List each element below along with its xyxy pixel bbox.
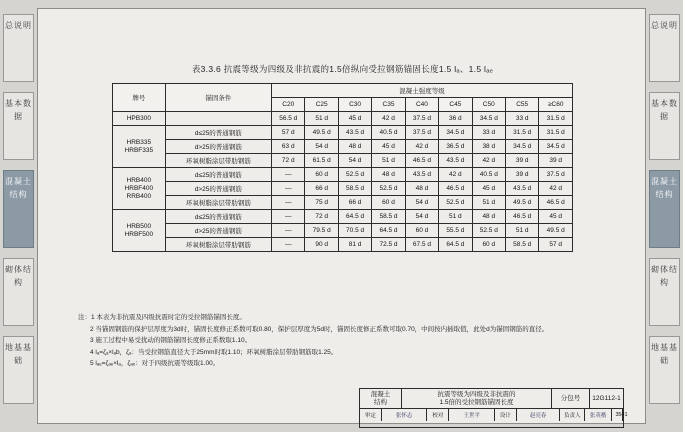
cell-value: 46.5 d <box>439 182 472 196</box>
cell-value: 72.5 d <box>372 238 405 252</box>
cell-value: 64.5 d <box>338 210 371 224</box>
drawing-sheet <box>37 8 646 424</box>
cell-value: 49.5 d <box>505 196 538 210</box>
cell-value: 51 d <box>472 196 505 210</box>
cell-value: — <box>272 168 305 182</box>
cell-value: 64.5 d <box>439 238 472 252</box>
cell-value: 60 d <box>305 168 338 182</box>
table-row <box>113 112 573 126</box>
cell-value: 54 d <box>338 154 371 168</box>
tab-label: 砌体结构 <box>5 265 32 287</box>
cell-value: 39 d <box>505 168 538 182</box>
tab-label: 总说明 <box>651 21 678 30</box>
responsible-label: 负责人 <box>560 409 585 421</box>
cell-condition: d>25的普通钢筋 <box>165 224 271 238</box>
col-header-grade-value: C25 <box>305 98 338 112</box>
sheet-title: 抗震等级为四级及非抗震的 1.5倍的受拉钢筋锚固长度 <box>437 390 516 406</box>
table-row <box>113 126 573 140</box>
cell-value: 66 d <box>305 182 338 196</box>
cell-value: 75 d <box>305 196 338 210</box>
right-tab-column <box>646 8 683 424</box>
cell-value: 51 d <box>372 154 405 168</box>
sidebar-item-basic-data-left[interactable] <box>3 92 34 160</box>
cell-condition: d>25的普通钢筋 <box>165 182 271 196</box>
table-row <box>113 238 573 252</box>
cell-value: 57 d <box>272 126 305 140</box>
cell-value: 52.5 d <box>439 196 472 210</box>
cell-value: 42 d <box>405 140 438 154</box>
tab-label: 混凝土结构 <box>5 177 32 199</box>
tab-label: 砌体结构 <box>651 265 678 287</box>
cell-value: 55.5 d <box>439 224 472 238</box>
check-signature: 王世平 <box>449 409 495 421</box>
cell-value: 36.5 d <box>439 140 472 154</box>
cell-value: 60 d <box>472 238 505 252</box>
title-block-main-row <box>360 389 623 409</box>
col-header-grade-value: C20 <box>272 98 305 112</box>
design-label: 设计 <box>495 409 517 421</box>
table-row <box>113 168 573 182</box>
table-row <box>113 154 573 168</box>
sidebar-item-masonry-structure-right[interactable] <box>649 258 680 326</box>
cell-value: 46.5 d <box>405 154 438 168</box>
tab-label: 基本数据 <box>5 99 32 121</box>
table-row <box>113 224 573 238</box>
discipline-label: 混凝土 结构 <box>370 390 391 406</box>
design-signature: 赵亮春 <box>517 409 561 421</box>
cell-value: 54 d <box>305 140 338 154</box>
sidebar-item-general-notes-right[interactable] <box>649 14 680 82</box>
cell-value: 31.5 d <box>505 126 538 140</box>
cell-value: 46.5 d <box>539 196 573 210</box>
rebar-anchorage-table <box>112 83 573 252</box>
cell-value: 34.5 d <box>472 112 505 126</box>
cell-value: — <box>272 196 305 210</box>
sidebar-item-concrete-structure-left[interactable] <box>3 170 34 248</box>
cell-value: 46.5 d <box>505 210 538 224</box>
table-row <box>113 182 573 196</box>
cell-value: 43.5 d <box>439 154 472 168</box>
sidebar-item-basic-data-right[interactable] <box>649 92 680 160</box>
cell-value: 42 d <box>472 154 505 168</box>
cell-value: 45 d <box>472 182 505 196</box>
cell-value: 42 d <box>372 112 405 126</box>
cell-condition: d>25的普通钢筋 <box>165 140 271 154</box>
sidebar-item-concrete-structure-right[interactable] <box>649 170 680 248</box>
cell-condition: d≤25的普通钢筋 <box>165 210 271 224</box>
note-line: 3 施工过程中易受扰动的钢筋锚固长度修正系数取1.10。 <box>90 337 252 344</box>
table-notes <box>78 312 618 370</box>
table-row <box>113 196 573 210</box>
check-label: 校对 <box>427 409 449 421</box>
title-block-number-label: 分包号 <box>552 389 590 408</box>
cell-condition: 环氧树脂涂层带肋钢筋 <box>165 154 271 168</box>
cell-value: 52.5 d <box>338 168 371 182</box>
tab-label: 混凝土结构 <box>651 177 678 199</box>
col-header-grade-value: C40 <box>405 98 438 112</box>
cell-grade: HRB500 HRBF500 <box>113 210 166 252</box>
tab-label: 总说明 <box>5 21 32 30</box>
cell-value: 40.5 d <box>472 168 505 182</box>
cell-value: 31.5 d <box>539 126 573 140</box>
sidebar-item-masonry-structure-left[interactable] <box>3 258 34 326</box>
cell-value: 60 d <box>372 196 405 210</box>
left-tab-column <box>0 8 37 424</box>
title-block-number-value: 12G112-1 <box>592 394 621 402</box>
col-header-concrete-grade: 混凝土强度等级 <box>272 84 573 98</box>
cell-value: 60 d <box>405 224 438 238</box>
approve-signature: 张怀志 <box>382 409 428 421</box>
table-row <box>113 210 573 224</box>
cell-value: 37.5 d <box>405 112 438 126</box>
cell-value: 61.5 d <box>305 154 338 168</box>
cell-value: 64.5 d <box>372 224 405 238</box>
responsible-signature: 张英楷 <box>585 409 612 421</box>
cell-value: — <box>272 238 305 252</box>
cell-value: — <box>272 182 305 196</box>
cell-condition: 环氧树脂涂层带肋钢筋 <box>165 238 271 252</box>
cell-condition: 环氧树脂涂层带肋钢筋 <box>165 196 271 210</box>
cell-value: — <box>272 210 305 224</box>
title-block-signature-row: 审定 张怀志 校对 王世平 设计 赵亮春 负责人 张英楷 3 541 <box>360 409 623 421</box>
sidebar-item-general-notes-left[interactable] <box>3 14 34 82</box>
cell-value: 43.5 d <box>338 126 371 140</box>
cell-value: 72 d <box>305 210 338 224</box>
cell-value: 63 d <box>272 140 305 154</box>
table-row <box>113 140 573 154</box>
cell-value: 38 d <box>472 140 505 154</box>
cell-value: 56.5 d <box>272 112 305 126</box>
cell-value: 33 d <box>472 126 505 140</box>
cell-value: 58.5 d <box>338 182 371 196</box>
cell-value: 54 d <box>405 196 438 210</box>
cell-value: 54 d <box>405 210 438 224</box>
cell-value: 90 d <box>305 238 338 252</box>
cell-value: 48 d <box>472 210 505 224</box>
cell-value: 45 d <box>338 112 371 126</box>
cell-grade: HRB335 HRBF335 <box>113 126 166 168</box>
cell-value: 51 d <box>439 210 472 224</box>
cell-value: 42 d <box>539 182 573 196</box>
cell-value: 72 d <box>272 154 305 168</box>
cell-value: 70.5 d <box>338 224 371 238</box>
cell-value: 81 d <box>338 238 371 252</box>
table-body <box>113 84 573 252</box>
cell-value: 40.5 d <box>372 126 405 140</box>
cell-value: 57 d <box>539 238 573 252</box>
col-header-grade-value: C45 <box>439 98 472 112</box>
cell-condition: d≤25的普通钢筋 <box>165 168 271 182</box>
cell-value: 48 d <box>405 182 438 196</box>
table-caption: 表3.3.6 抗震等级为四级及非抗震的1.5倍纵向受拉钢筋锚固长度1.5 lₐ、1.5 lₐₑ <box>191 64 494 74</box>
cell-value: 34.5 d <box>539 140 573 154</box>
cell-value: 51 d <box>505 224 538 238</box>
sidebar-item-foundation-left[interactable] <box>3 336 34 404</box>
col-header-grade-value: ≥C60 <box>539 98 573 112</box>
cell-grade: HRB400 HRBF400 RRB400 <box>113 168 166 210</box>
cell-condition: d≤25的普通钢筋 <box>165 126 271 140</box>
cell-value: 51 d <box>305 112 338 126</box>
cell-value: 34.5 d <box>505 140 538 154</box>
cell-value: 33 d <box>505 112 538 126</box>
col-header-grade-value: C30 <box>338 98 371 112</box>
cell-value: 48 d <box>338 140 371 154</box>
cell-value: 67.5 d <box>405 238 438 252</box>
cell-value: 34.5 d <box>439 126 472 140</box>
approve-label: 审定 <box>360 409 382 421</box>
cell-value: 45 d <box>372 140 405 154</box>
tab-label: 地基基础 <box>651 343 678 365</box>
cell-value: 58.5 d <box>372 210 405 224</box>
cell-value: 45 d <box>539 210 573 224</box>
col-header-grade: 牌号 <box>113 84 166 112</box>
note-line: 2 当锚固钢筋的保护层厚度为3d时，锚固长度修正系数可取0.80，保护层厚度为5d时，锚固长度修正系数可取0.70，中间按内插取值，此处d为锚固钢筋的直径。 <box>90 325 549 333</box>
cell-value: 39 d <box>539 154 573 168</box>
table-header-row <box>113 84 573 98</box>
cell-value: 49.5 d <box>305 126 338 140</box>
col-header-grade-value: C55 <box>505 98 538 112</box>
cell-value: 43.5 d <box>405 168 438 182</box>
col-header-grade-value: C35 <box>372 98 405 112</box>
cell-value: 48 d <box>372 168 405 182</box>
col-header-grade-value: C50 <box>472 98 505 112</box>
cell-value: 31.5 d <box>539 112 573 126</box>
note-line: 4 lₐ=ζₐ×lₐb，ζₐ：当受拉钢筋直径大于25mm时取1.10；环氧树脂涂层带肋钢筋取1.25。 <box>90 348 338 356</box>
cell-value: 58.5 d <box>505 238 538 252</box>
title-block-discipline <box>360 389 402 408</box>
cell-value: 37.5 d <box>405 126 438 140</box>
cell-value: 43.5 d <box>505 182 538 196</box>
cell-value: 42 d <box>439 168 472 182</box>
cell-value: 66 d <box>338 196 371 210</box>
cell-condition <box>165 112 271 126</box>
tab-label: 基本数据 <box>651 99 678 121</box>
cell-value: — <box>272 224 305 238</box>
title-block-title <box>402 389 552 408</box>
cell-value: 36 d <box>439 112 472 126</box>
sidebar-item-foundation-right[interactable] <box>649 336 680 404</box>
cell-value: 52.5 d <box>472 224 505 238</box>
cell-grade: HPB300 <box>113 112 166 126</box>
page-number: 3 <box>612 409 623 421</box>
cell-value: 39 d <box>505 154 538 168</box>
col-header-condition: 锚固条件 <box>165 84 271 112</box>
note-line: 5 lₐₑ=ζₐₑ×lₐ，ζₐₑ：对于四级抗震等级取1.00。 <box>90 360 220 367</box>
cell-value: 37.5 d <box>539 168 573 182</box>
title-block <box>359 388 628 428</box>
note-line: 注：1 本表为非抗震及四级抗震时定的受拉钢筋锚固长度。 <box>78 314 246 321</box>
cell-value: 52.5 d <box>372 182 405 196</box>
tab-label: 地基基础 <box>5 343 32 365</box>
cell-value: 49.5 d <box>539 224 573 238</box>
cell-value: 79.5 d <box>305 224 338 238</box>
